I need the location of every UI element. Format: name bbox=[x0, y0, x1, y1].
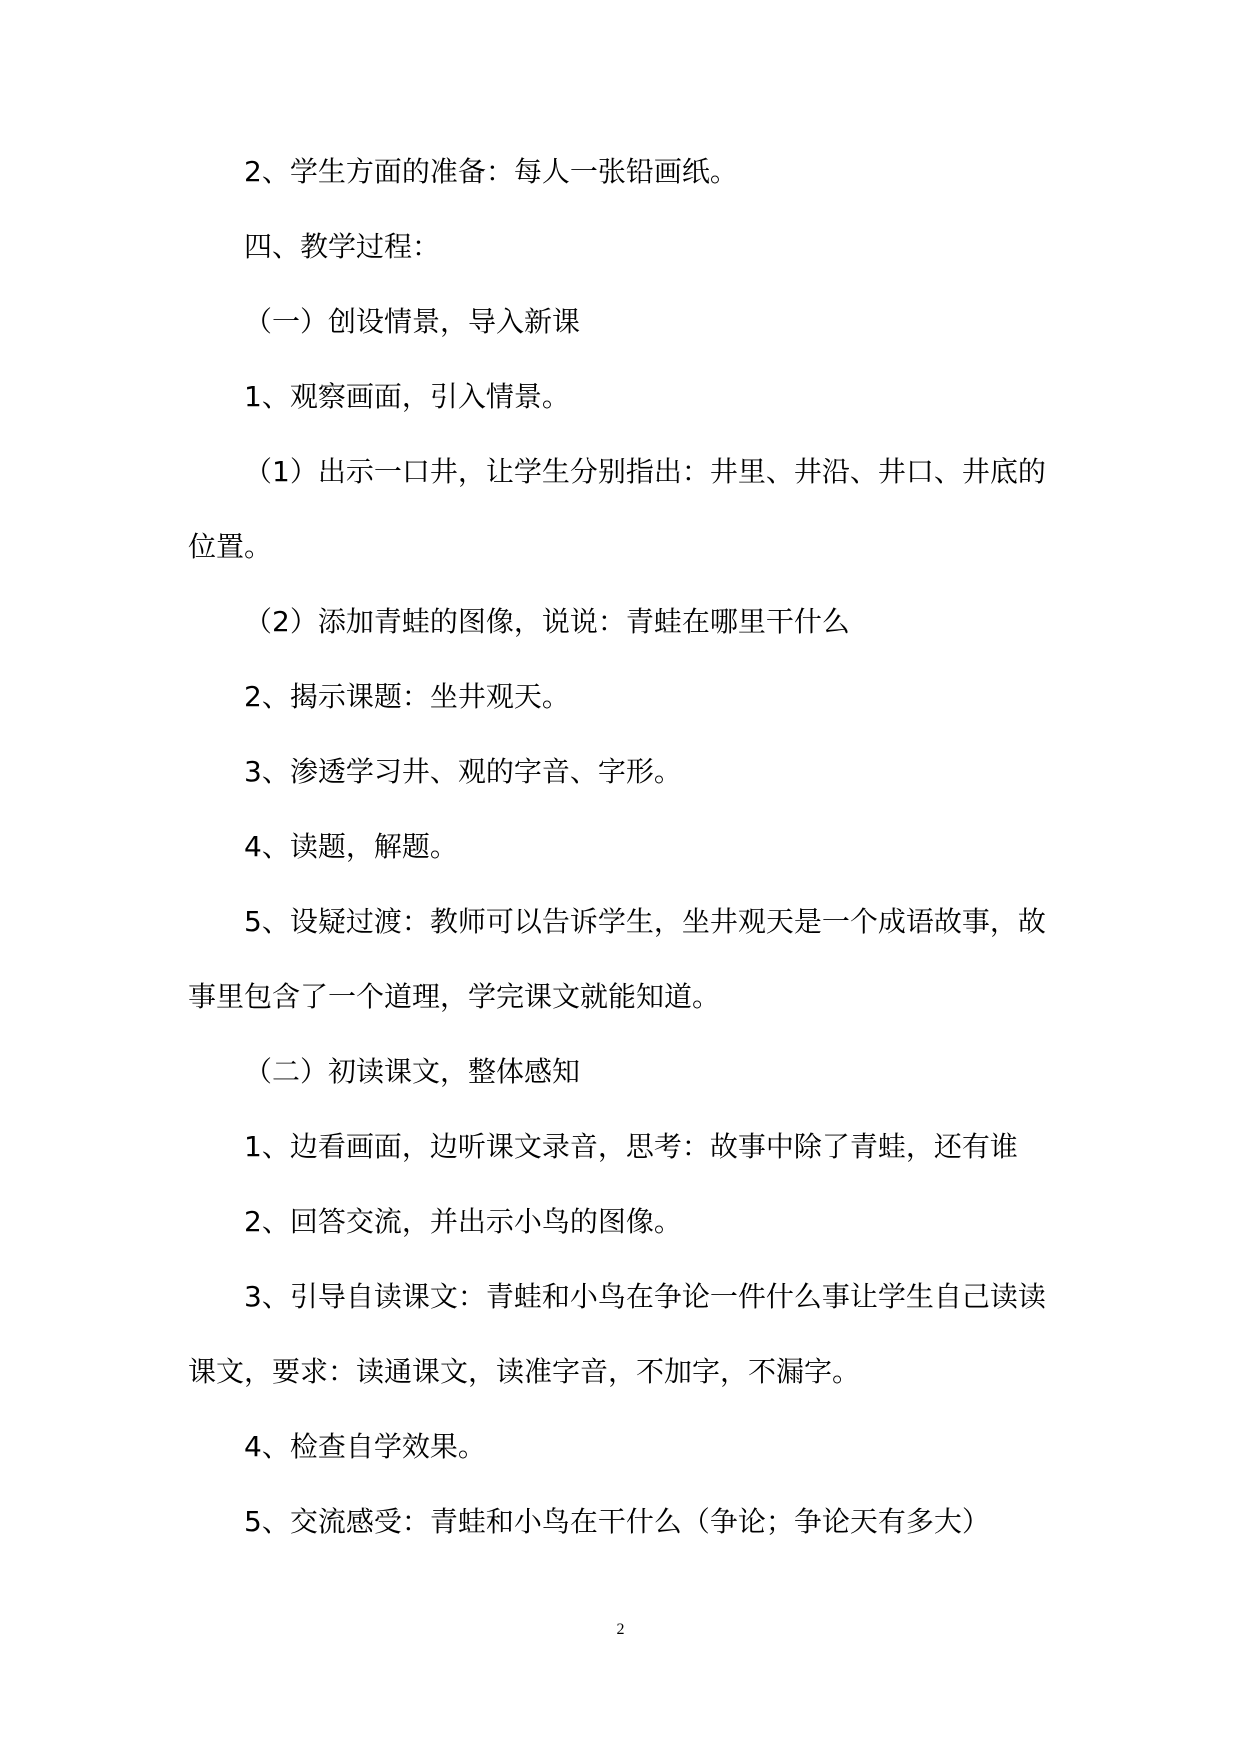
paragraph-read-title: 4、读题，解题。 bbox=[244, 830, 458, 863]
paragraph-character-study: 3、渗透学习井、观的字音、字形。 bbox=[244, 755, 682, 788]
heading-section-two: （二）初读课文，整体感知 bbox=[244, 1055, 581, 1088]
paragraph-show-well: （1）出示一口井，让学生分别指出：井里、井沿、井口、井底的位置。 bbox=[188, 455, 1046, 563]
page-number: 2 bbox=[616, 1621, 625, 1638]
heading-section-one: （一）创设情景，导入新课 bbox=[244, 305, 581, 338]
paragraph-add-frog: （2）添加青蛙的图像，说说：青蛙在哪里干什么 bbox=[244, 605, 850, 638]
paragraph-reveal-title: 2、揭示课题：坐井观天。 bbox=[244, 680, 570, 713]
heading-teaching-process: 四、教学过程： bbox=[244, 230, 441, 263]
paragraph-transition: 5、设疑过渡：教师可以告诉学生，坐井观天是一个成语故事，故事里包含了一个道理，学完课文就能知道。 bbox=[188, 905, 1046, 1013]
paragraph-self-reading: 3、引导自读课文：青蛙和小鸟在争论一件什么事让学生自己读读课文，要求：读通课文，读准字音，不加字，不漏字。 bbox=[188, 1280, 1046, 1388]
paragraph-share-feelings: 5、交流感受：青蛙和小鸟在干什么（争论；争论天有多大） bbox=[244, 1505, 990, 1538]
paragraph-check-results: 4、检查自学效果。 bbox=[244, 1430, 486, 1463]
paragraph-observe-picture: 1、观察画面，引入情景。 bbox=[244, 380, 570, 413]
paragraph-student-preparation: 2、学生方面的准备：每人一张铅画纸。 bbox=[244, 155, 738, 188]
paragraph-listen-recording: 1、边看画面，边听课文录音，思考：故事中除了青蛙，还有谁 bbox=[244, 1130, 1018, 1163]
paragraph-answer-exchange: 2、回答交流，并出示小鸟的图像。 bbox=[244, 1205, 682, 1238]
